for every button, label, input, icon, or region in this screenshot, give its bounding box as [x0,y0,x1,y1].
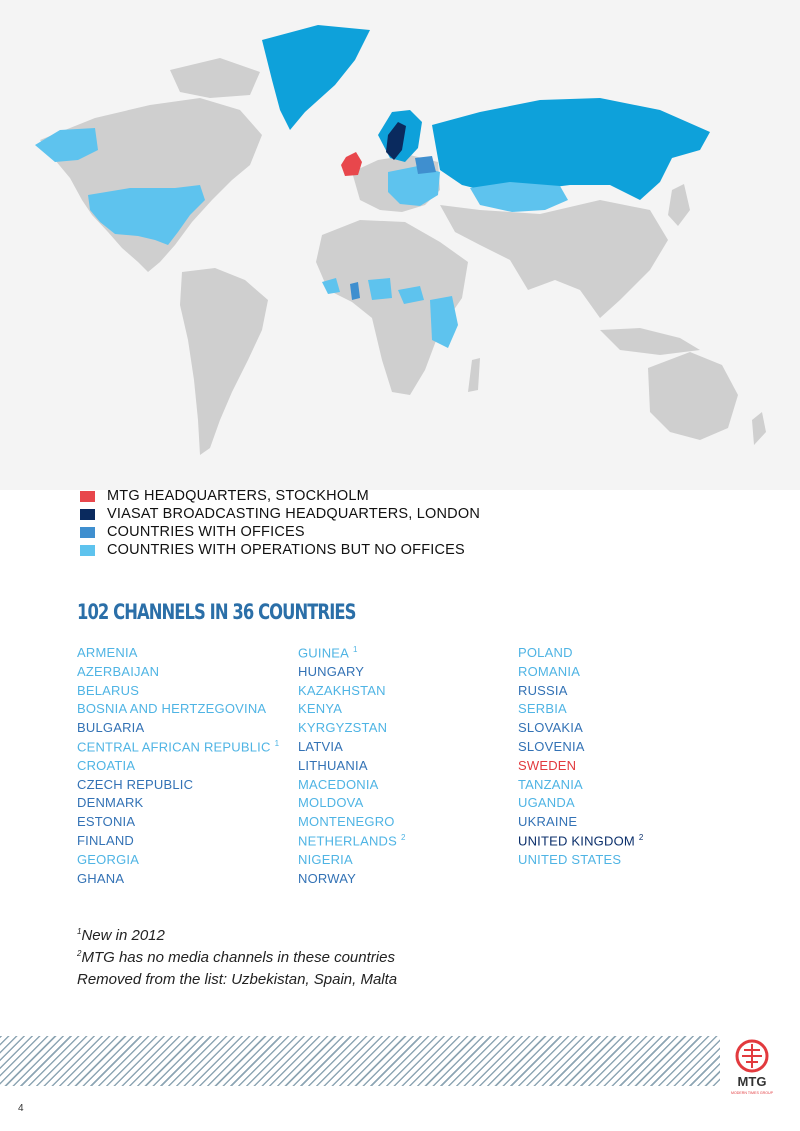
legend-item-operations [80,541,480,559]
legend-item-viasat-hq [80,505,480,523]
country-name: KAZAKHSTAN [298,682,386,698]
footnote-3: Removed from the list: Uzbekistan, Spain, Malta [77,971,398,988]
legend-swatch [80,491,95,502]
country-item [298,852,406,871]
country-name: POLAND [518,645,573,660]
country-footnote-marker: 1 [274,738,280,748]
world-map [0,0,800,490]
country-name: KYRGYZSTAN [298,720,388,736]
country-item [77,871,279,890]
footnotes [77,927,397,993]
legend-label: VIASAT BROADCASTING HEADQUARTERS, LONDON [107,506,480,522]
map-legend [80,487,480,559]
country-name: SWEDEN [518,757,577,773]
country-item [77,833,279,852]
country-item [518,833,644,852]
country-item [518,852,644,871]
map-russia [432,98,710,200]
country-item [298,758,406,777]
footnote-text: New in 2012 [81,927,165,944]
country-name: FINLAND [77,832,135,848]
legend-swatch [80,509,95,520]
country-column-2 [298,645,406,889]
country-footnote-marker: 2 [638,832,644,842]
country-name: SLOVENIA [518,738,585,754]
country-name: SERBIA [518,701,567,717]
country-name: CROATIA [77,757,136,773]
country-item [77,758,279,777]
legend-label: COUNTRIES WITH OFFICES [107,524,305,540]
country-item [518,777,644,796]
legend-item-offices [80,523,480,541]
country-name: RUSSIA [518,682,568,698]
country-item [298,777,406,796]
country-name: GHANA [77,870,125,886]
legend-item-mtg-hq [80,487,480,505]
country-item [298,739,406,758]
country-item [298,871,406,890]
country-name: MONTENEGRO [298,814,395,830]
country-item [298,683,406,702]
country-item [518,814,644,833]
country-item [298,795,406,814]
country-name: AZERBAIJAN [77,663,160,679]
country-item [518,645,644,664]
map-north-america [40,98,262,272]
country-item [77,852,279,871]
map-new-zealand [752,412,766,445]
map-united-states [88,185,205,245]
country-name: KENYA [298,701,343,717]
country-name: ARMENIA [77,645,138,660]
country-name: LATVIA [298,738,344,754]
legend-label: MTG HEADQUARTERS, STOCKHOLM [107,488,369,504]
country-name: CZECH REPUBLIC [77,776,194,792]
logo-text: MTG [737,1074,767,1089]
page-number: 4 [18,1103,24,1114]
mtg-logo [727,1038,777,1100]
country-name: UKRAINE [518,814,578,830]
legend-swatch [80,527,95,538]
country-item [77,795,279,814]
map-kazakhstan [470,182,568,212]
decorative-stripe [0,1036,720,1086]
country-item [518,795,644,814]
country-name: MACEDONIA [298,776,379,792]
map-nigeria [368,278,392,300]
country-name: DENMARK [77,795,144,811]
footnote-2 [77,949,397,971]
country-name: NORWAY [298,870,357,886]
country-item [518,683,644,702]
country-name: GEORGIA [77,851,140,867]
map-australia [648,352,738,440]
country-name: NETHERLANDS [298,833,397,849]
map-asia [440,200,668,318]
country-item [77,777,279,796]
country-item [298,645,406,664]
footnote-marker: 1 [77,927,82,936]
country-item [77,683,279,702]
country-name: ROMANIA [518,663,581,679]
country-item [518,664,644,683]
country-column-1 [77,645,279,889]
country-item [77,814,279,833]
legend-swatch [80,545,95,556]
footnote-text: MTG has no media channels in these countries [81,949,395,966]
country-name: NIGERIA [298,851,353,867]
logo-subtext: MODERN TIMES GROUP [730,1091,774,1095]
map-baltics [415,156,436,174]
country-name: SLOVAKIA [518,720,583,736]
country-item [298,664,406,683]
country-item [518,758,644,777]
country-name: CENTRAL AFRICAN REPUBLIC [77,739,271,755]
map-canada-islands [170,58,260,98]
section-heading: 102 CHANNELS IN 36 COUNTRIES [77,600,356,624]
country-name: BOSNIA AND HERTZEGOVINA [77,701,267,717]
legend-label: COUNTRIES WITH OPERATIONS BUT NO OFFICES [107,542,465,558]
country-name: LITHUANIA [298,757,368,773]
footnote-marker: 2 [77,949,82,958]
map-madagascar [468,358,480,392]
country-name: HUNGARY [298,663,365,679]
country-item [518,701,644,720]
mtg-logo-icon [727,1038,777,1100]
country-item [77,645,279,664]
country-item [518,739,644,758]
map-greenland [262,25,370,130]
country-item [77,720,279,739]
country-item [298,814,406,833]
country-footnote-marker: 2 [401,832,406,842]
country-item [77,739,279,758]
country-item [298,833,406,852]
country-name: TANZANIA [518,776,583,792]
country-item [298,701,406,720]
country-name: MOLDOVA [298,795,364,811]
country-name: BULGARIA [77,720,145,736]
country-item [77,664,279,683]
country-item [77,701,279,720]
country-item [298,720,406,739]
map-south-america [180,268,268,455]
country-name: BELARUS [77,682,140,698]
country-name: ESTONIA [77,814,136,830]
country-name: UNITED KINGDOM [518,833,635,849]
country-column-3 [518,645,644,871]
footnote-1 [77,927,397,949]
country-item [518,720,644,739]
country-footnote-marker: 1 [353,645,358,654]
country-name: UNITED STATES [518,851,622,867]
map-japan [668,184,690,226]
map-indonesia [600,328,700,355]
country-name: UGANDA [518,795,575,811]
country-name: GUINEA [298,645,350,661]
